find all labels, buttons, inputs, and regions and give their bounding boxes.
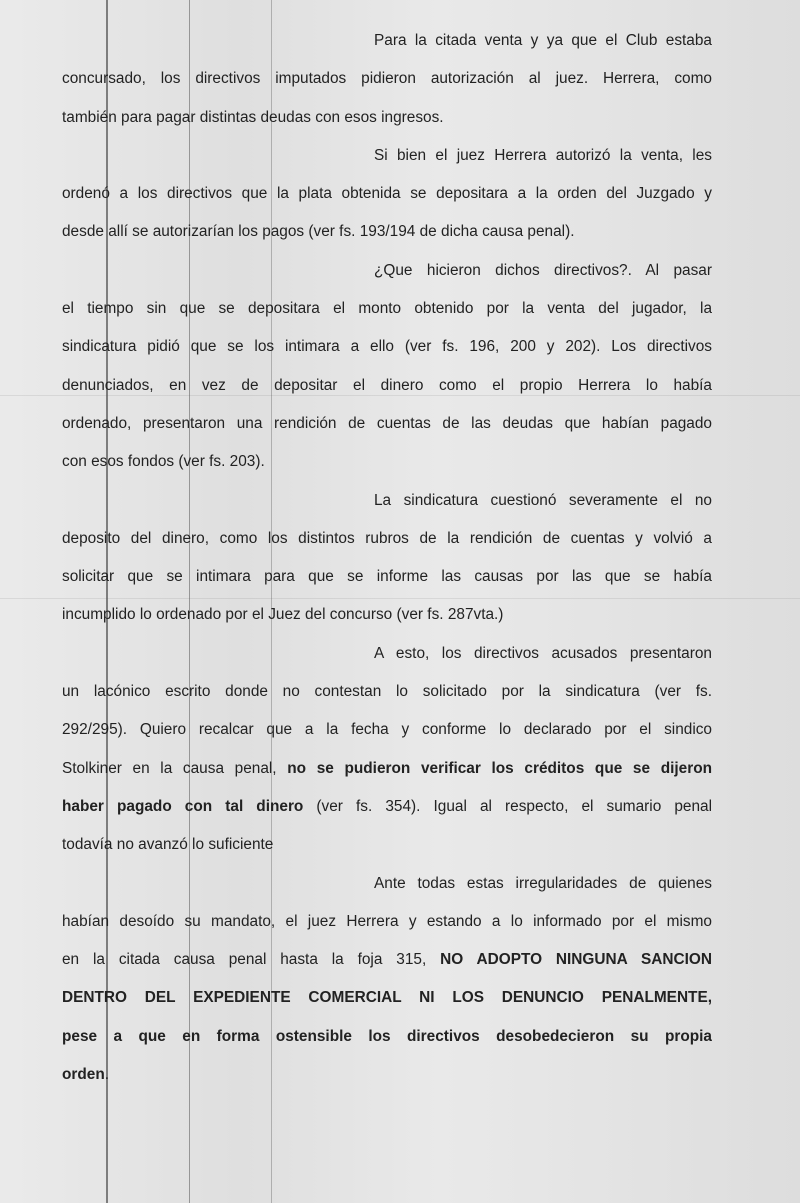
text-segment: denunciados, en vez de depositar el dinero como el propio Herrera lo había [62, 376, 712, 394]
text-line [62, 941, 712, 979]
text-segment: todavía no avanzó lo suficiente [62, 836, 274, 854]
text-segment: (ver fs. 354). Igual al respecto, el sumario penal [303, 797, 712, 815]
text-segment: solicitar que se intimara para que se informe las causas por las que se había [62, 568, 712, 586]
text-line [62, 1018, 712, 1056]
document-body [62, 22, 712, 1094]
text-segment: Si bien el juez Herrera autorizó la venta, les [374, 146, 712, 164]
bold-text-segment: orden [62, 1066, 105, 1084]
text-line [62, 137, 712, 175]
text-segment: deposito del dinero, como los distintos rubros de la rendición de cuentas y volvió a [62, 529, 712, 547]
text-segment: también para pagar distintas deudas con esos ingresos. [62, 108, 444, 126]
text-line [62, 1056, 712, 1094]
text-line [62, 520, 712, 558]
text-segment: La sindicatura cuestionó severamente el no [374, 491, 712, 509]
text-segment: ¿Que hicieron dichos directivos?. Al pasar [374, 261, 712, 279]
text-segment: Ante todas estas irregularidades de quienes [374, 874, 712, 892]
text-line [62, 826, 712, 864]
text-line [62, 596, 712, 634]
text-line [62, 22, 712, 60]
text-line [62, 290, 712, 328]
text-line [62, 367, 712, 405]
text-line [62, 328, 712, 366]
text-segment: sindicatura pidió que se los intimara a ello (ver fs. 196, 200 y 202). Los directivos [62, 338, 712, 356]
text-line [62, 175, 712, 213]
bold-text-segment: haber pagado con tal dinero [62, 797, 304, 815]
text-segment: desde allí se autorizarían los pagos (ver fs. 193/194 de dicha causa penal). [62, 223, 575, 241]
text-line [62, 711, 712, 749]
text-line [62, 252, 712, 290]
text-segment: A esto, los directivos acusados presentaron [374, 644, 712, 662]
text-segment: ordenado, presentaron una rendición de cuentas de las deudas que habían pagado [62, 414, 712, 432]
bold-text-segment: DENTRO DEL EXPEDIENTE COMERCIAL NI LOS DENUNCIO PENALMENTE, [62, 989, 712, 1007]
text-segment: habían desoído su mandato, el juez Herrera y estando a lo informado por el mismo [62, 912, 712, 930]
text-line [62, 865, 712, 903]
text-line [62, 903, 712, 941]
text-segment: . [104, 1066, 110, 1084]
text-line [62, 213, 712, 251]
bold-text-segment: no se pudieron verificar los créditos que se dijeron [287, 759, 712, 777]
text-line [62, 482, 712, 520]
text-line [62, 60, 712, 98]
text-segment: Stolkiner en la causa penal, [62, 759, 288, 777]
text-segment: el tiempo sin que se depositara el monto obtenido por la venta del jugador, la [62, 300, 712, 318]
text-line [62, 558, 712, 596]
text-line [62, 443, 712, 481]
text-line [62, 750, 712, 788]
text-line [62, 673, 712, 711]
text-segment: ordenó a los directivos que la plata obtenida se depositara a la orden del Juzgado y [62, 185, 712, 203]
text-segment: 292/295). Quiero recalcar que a la fecha y conforme lo declarado por el sindico [62, 721, 712, 739]
text-segment: con esos fondos (ver fs. 203). [62, 453, 265, 471]
text-line [62, 635, 712, 673]
bold-text-segment: pese a que en forma ostensible los directivos desobedecieron su propia [62, 1027, 712, 1045]
bold-text-segment: NO ADOPTO NINGUNA SANCION [440, 951, 712, 969]
text-line [62, 788, 712, 826]
text-segment: concursado, los directivos imputados pidieron autorización al juez. Herrera, como [62, 70, 712, 88]
text-line [62, 979, 712, 1017]
text-line [62, 405, 712, 443]
text-segment: en la citada causa penal hasta la foja 315, [62, 951, 441, 969]
text-line [62, 99, 712, 137]
text-segment: Para la citada venta y ya que el Club estaba [374, 32, 712, 49]
text-segment: incumplido lo ordenado por el Juez del concurso (ver fs. 287vta.) [62, 606, 504, 624]
text-segment: un lacónico escrito donde no contestan lo solicitado por la sindicatura (ver fs. [62, 683, 712, 701]
